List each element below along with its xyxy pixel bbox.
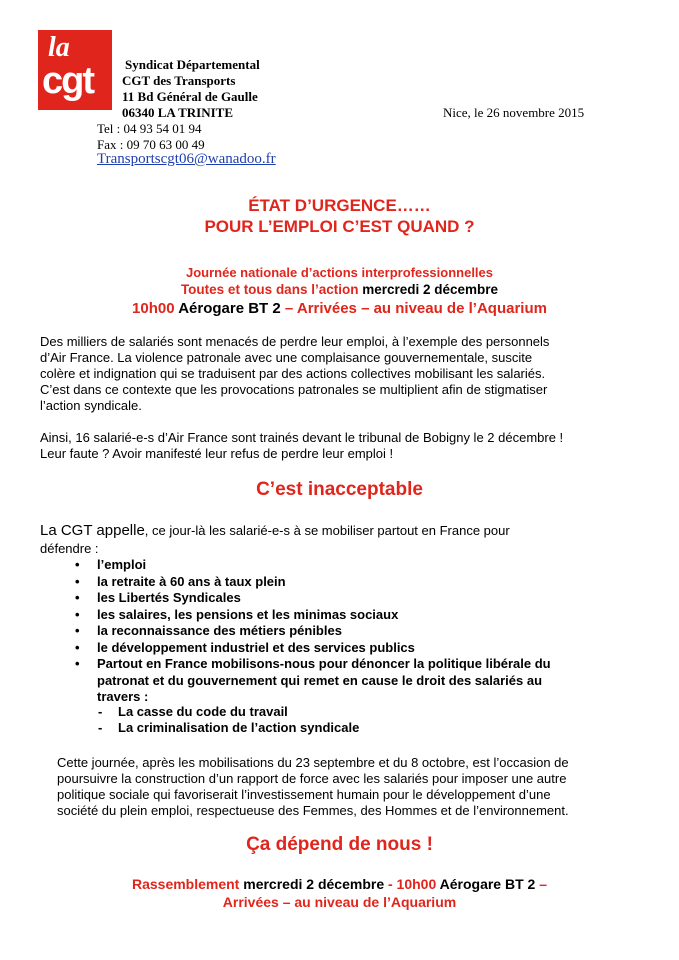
list-item <box>97 656 657 706</box>
list-item: • la retraite à 60 ans à taux plein <box>97 574 657 591</box>
event-place: Aérogare BT 2 <box>178 300 281 317</box>
list-item: • le développement industriel et des services publics <box>97 640 657 657</box>
fax-line: Fax : 09 70 63 00 49 <box>97 137 205 152</box>
cgt-logo <box>38 30 112 110</box>
headline-line-1: ÉTAT D’URGENCE…… <box>248 196 431 215</box>
list-item: • les Libertés Syndicales <box>97 590 657 607</box>
org-line-2: CGT des Transports <box>122 73 236 88</box>
rally-word: Rassemblement <box>131 876 244 892</box>
org-line-4: 06340 LA TRINITE <box>122 105 234 120</box>
inacceptable-heading: C’est inacceptable <box>256 479 423 500</box>
list-item-line: travers : <box>97 689 149 704</box>
paragraph-2 <box>40 430 563 462</box>
list-item-line: patronat et du gouvernement qui remet en cause le droit des salariés au <box>97 672 543 688</box>
rally-dash: – <box>535 876 548 892</box>
list-item: • la reconnaissance des métiers pénibles <box>97 623 657 640</box>
appel-rest: , ce jour-là les salarié-e-s à se mobiliser partout en France pour <box>144 523 510 538</box>
event-line-2-red: Toutes et tous dans l’action <box>180 282 363 297</box>
paragraph-3-line: société du plein emploi, respectueuse des Femmes, des Hommes et de l’environnement. <box>57 803 569 818</box>
sub-list <box>118 704 359 736</box>
event-line-3 <box>0 300 679 317</box>
paragraph-1-line: d’Air France. La violence patronale avec une complaisance gouvernementale, suscite <box>40 350 533 365</box>
paragraph-1-line: Des milliers de salariés sont menacés de perdre leur emploi, à l’exemple des personnels <box>40 334 550 349</box>
rally-date: mercredi 2 décembre <box>243 876 388 892</box>
paragraph-3-line: politique sociale qui favoriserait l’investissement humain pour le développement d’une <box>57 787 551 802</box>
rally-line-2: Arrivées – au niveau de l’Aquarium <box>222 894 457 910</box>
event-location-detail: – Arrivées – au niveau de l’Aquarium <box>280 300 547 317</box>
paragraph-1-line: colère et indignation qui se traduisent par des actions collectives mobilisant les salariés. <box>40 366 546 381</box>
sub-list-item: - La criminalisation de l’action syndicale <box>118 720 359 736</box>
paragraph-2-line: Ainsi, 16 salarié-e-s d’Air France sont trainés devant le tribunal de Bobigny le 2 décembre ! <box>40 430 564 445</box>
headline-line-2: POUR L’EMPLOI C’EST QUAND ? <box>204 217 475 236</box>
rally-time: - 10h00 <box>388 876 440 892</box>
org-line-1: Syndicat Départemental <box>125 57 260 72</box>
rally-line-1 <box>0 876 679 892</box>
logo-la-text: la <box>48 32 70 63</box>
appel-lead: La CGT appelle <box>40 522 145 539</box>
paragraph-3-line: poursuivre la construction d’un rapport de force avec les salariés pour imposer une autre <box>57 771 567 786</box>
list-item: • l’emploi <box>97 557 657 574</box>
paragraph-2-line: Leur faute ? Avoir manifesté leur refus de perdre leur emploi ! <box>40 446 394 461</box>
email-link[interactable]: Transportscgt06@wanadoo.fr <box>97 151 276 167</box>
tel-line: Tel : 04 93 54 01 94 <box>97 121 202 136</box>
event-line-2 <box>0 282 679 297</box>
paragraph-3 <box>57 755 569 819</box>
rally-place: Aérogare BT 2 <box>439 876 536 892</box>
event-line-1: Journée nationale d’actions interprofessionnelles <box>185 265 494 280</box>
demands-list <box>97 557 657 706</box>
list-item: • les salaires, les pensions et les minimas sociaux <box>97 607 657 624</box>
date-line: Nice, le 26 novembre 2015 <box>443 105 585 120</box>
sub-list-item: - La casse du code du travail <box>118 704 359 720</box>
event-line-2-date: mercredi 2 décembre <box>362 282 499 297</box>
paragraph-3-line: Cette journée, après les mobilisations du 23 septembre et du 8 octobre, est l’occasion de <box>57 755 569 770</box>
paragraph-1 <box>40 334 549 414</box>
slogan: Ça dépend de nous ! <box>246 834 433 855</box>
logo-cgt-text: cgt <box>42 60 93 102</box>
paragraph-1-line: C’est dans ce contexte que les provocations patronales se multiplient afin de stigmatiser <box>40 382 548 397</box>
org-line-3: 11 Bd Général de Gaulle <box>122 89 258 104</box>
event-time: 10h00 <box>132 300 179 317</box>
appel-line-2: défendre : <box>40 541 99 556</box>
list-item-line: • Partout en France mobilisons-nous pour dénoncer la politique libérale du <box>97 656 551 671</box>
appel-line-1 <box>40 523 510 539</box>
paragraph-1-line: l’action syndicale. <box>40 398 142 413</box>
